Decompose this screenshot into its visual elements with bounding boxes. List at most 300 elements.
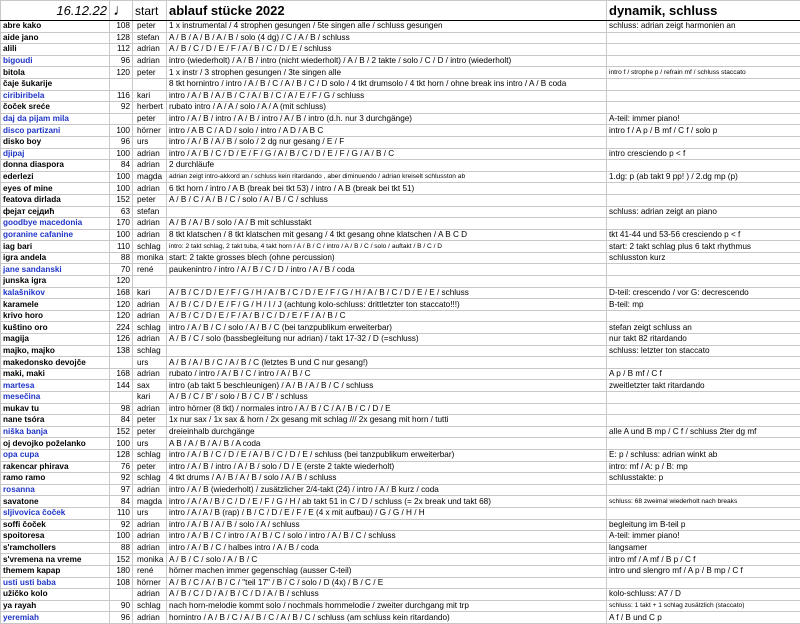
song-name-cell[interactable]: martesa <box>1 380 110 392</box>
start-cell[interactable]: peter <box>133 194 167 206</box>
dynamics-cell[interactable] <box>607 160 800 172</box>
start-cell[interactable]: schlag <box>133 600 167 612</box>
flow-cell[interactable]: adrian zeigt intro-akkord an / schluss kein ritardando , aber diminuendo / adrian kreiselt schlusston ab <box>167 171 607 183</box>
dynamics-cell[interactable]: E: p / schluss: adrian winkt ab <box>607 449 800 461</box>
dynamics-cell[interactable]: intro mf / A mf / B p / C f <box>607 554 800 566</box>
table-row <box>1 392 800 404</box>
start-cell[interactable]: adrian <box>133 531 167 543</box>
start-cell[interactable]: adrian <box>133 542 167 554</box>
song-name-cell[interactable]: s'ramchollers <box>1 542 110 554</box>
song-name-cell[interactable]: mukav tu <box>1 403 110 415</box>
dynamics-cell[interactable] <box>607 264 800 276</box>
dynamics-cell[interactable]: schluss: letzter ton staccato <box>607 345 800 357</box>
table-row <box>1 32 800 44</box>
song-name-cell[interactable]: krivo horo <box>1 310 110 322</box>
flow-cell[interactable] <box>167 276 607 288</box>
tempo-cell[interactable]: 84 <box>110 496 133 508</box>
dynamics-cell[interactable] <box>607 403 800 415</box>
song-name-cell[interactable]: disko boy <box>1 136 110 148</box>
dynamics-cell[interactable] <box>607 357 800 369</box>
sheet-title[interactable]: ablauf stücke 2022 <box>167 1 607 21</box>
song-name-cell[interactable]: aide jano <box>1 32 110 44</box>
table-row <box>1 612 800 624</box>
date-cell[interactable]: 16.12.22 <box>1 1 110 21</box>
dynamics-cell[interactable]: intro cresciendo p < f <box>607 148 800 160</box>
start-cell[interactable]: urs <box>133 438 167 450</box>
dynamics-cell[interactable]: start: 2 takt schlag plus 6 takt rhythmus <box>607 241 800 253</box>
dynamics-cell[interactable]: schlusstakte: p <box>607 473 800 485</box>
start-cell[interactable]: hörner <box>133 577 167 589</box>
start-cell[interactable]: hörner <box>133 125 167 137</box>
flow-cell[interactable]: intro / A / B (wiederholt) / zusätzlicher 2/4-takt (24) / intro / A / B kurz / coda <box>167 484 607 496</box>
tempo-cell[interactable]: 108 <box>110 577 133 589</box>
table-row <box>1 160 800 172</box>
table-row <box>1 183 800 195</box>
start-header[interactable]: start <box>133 1 167 21</box>
tempo-cell[interactable]: 100 <box>110 125 133 137</box>
start-cell[interactable]: herbert <box>133 102 167 114</box>
table-row <box>1 554 800 566</box>
start-cell[interactable]: schlag <box>133 241 167 253</box>
start-cell[interactable]: schlag <box>133 449 167 461</box>
flow-cell[interactable]: intro / A / B / C / D / E / A / B / C / D / E / schluss (bei tanzpublikum erweiterbar) <box>167 449 607 461</box>
dynamics-cell[interactable]: begleitung im B-teil p <box>607 519 800 531</box>
tempo-cell[interactable]: 152 <box>110 554 133 566</box>
dynamics-cell[interactable]: A f / B und C p <box>607 612 800 624</box>
flow-cell[interactable]: A / B / C / A / B / C / "teil 17" / B / C / solo / D (4x) / B / C / E <box>167 577 607 589</box>
flow-cell[interactable]: 4 tkt drums / A / B / A / B / solo / A / B / schluss <box>167 473 607 485</box>
start-cell[interactable]: peter <box>133 67 167 79</box>
dynamics-cell[interactable]: intro f / A p / B mf / C f / solo p <box>607 125 800 137</box>
dynamics-cell[interactable]: zweitletzter takt ritardando <box>607 380 800 392</box>
start-cell[interactable]: schlag <box>133 473 167 485</box>
table-row <box>1 531 800 543</box>
song-name-cell[interactable]: užičko kolo <box>1 589 110 601</box>
start-cell[interactable]: adrian <box>133 148 167 160</box>
song-name-cell[interactable]: čaje šukarije <box>1 78 110 90</box>
dynamics-cell[interactable]: intro: mf / A: p / B: mp <box>607 461 800 473</box>
start-cell[interactable]: stefan <box>133 32 167 44</box>
flow-cell[interactable]: intro / A / B / intro / A / B / solo / D / E (erste 2 takte wiederholt) <box>167 461 607 473</box>
tempo-cell[interactable] <box>110 589 133 601</box>
tempo-cell[interactable] <box>110 78 133 90</box>
flow-cell[interactable]: intro (wiederholt) / A / B / intro (nicht wiederholt) / A / B / 2 takte / solo / C / D / intro (wiederholt) <box>167 55 607 67</box>
tempo-cell[interactable]: 92 <box>110 473 133 485</box>
song-name-cell[interactable]: soffi čoček <box>1 519 110 531</box>
dynamics-cell[interactable]: D-teil: crescendo / vor G: decrescendo <box>607 287 800 299</box>
song-name-cell[interactable]: usti usti baba <box>1 577 110 589</box>
flow-cell[interactable]: intro / A / B / C / intro / A / B / C / solo / intro / A / B / C / schluss <box>167 531 607 543</box>
song-name-cell[interactable]: igra andela <box>1 252 110 264</box>
dynamics-cell[interactable] <box>607 136 800 148</box>
start-cell[interactable]: adrian <box>133 612 167 624</box>
dynamics-cell[interactable] <box>607 90 800 102</box>
table-row <box>1 461 800 473</box>
start-cell[interactable]: adrian <box>133 589 167 601</box>
start-cell[interactable]: adrian <box>133 519 167 531</box>
table-row <box>1 241 800 253</box>
tempo-cell[interactable]: 152 <box>110 194 133 206</box>
song-name-cell[interactable]: ciribiribela <box>1 90 110 102</box>
song-name-cell[interactable]: disco partizani <box>1 125 110 137</box>
song-name-cell[interactable]: bigoudi <box>1 55 110 67</box>
song-name-cell[interactable]: kuštino oro <box>1 322 110 334</box>
dynamics-cell[interactable] <box>607 44 800 56</box>
dynamics-cell[interactable]: stefan zeigt schluss an <box>607 322 800 334</box>
flow-cell[interactable]: hörner machen immer gegenschlag (ausser C-teil) <box>167 565 607 577</box>
dynamics-cell[interactable]: tkt 41-44 und 53-56 cresciendo p < f <box>607 229 800 241</box>
start-cell[interactable]: kari <box>133 90 167 102</box>
tempo-cell[interactable] <box>110 357 133 369</box>
dynamics-cell[interactable]: langsamer <box>607 542 800 554</box>
flow-cell[interactable]: A / B / C / B' / solo / B / C / B' / schluss <box>167 392 607 404</box>
quarter-note-icon[interactable]: ♩ <box>110 1 133 21</box>
song-name-cell[interactable]: yeremiah <box>1 612 110 624</box>
tempo-cell[interactable]: 92 <box>110 102 133 114</box>
start-cell[interactable]: monika <box>133 252 167 264</box>
table-row <box>1 113 800 125</box>
song-name-cell[interactable]: themem kapap <box>1 565 110 577</box>
start-cell[interactable]: urs <box>133 136 167 148</box>
tempo-cell[interactable]: 63 <box>110 206 133 218</box>
flow-cell[interactable]: 8 tkt klatschen / 8 tkt klatschen mit gesang / 4 tkt gesang ohne klatschen / A B C D <box>167 229 607 241</box>
flow-cell[interactable] <box>167 345 607 357</box>
start-cell[interactable]: schlag <box>133 322 167 334</box>
song-name-cell[interactable]: abre kako <box>1 21 110 33</box>
flow-cell[interactable]: nach horn-melodie kommt solo / nochmals hornmelodie / zweiter durchgang mit trp <box>167 600 607 612</box>
flow-cell[interactable]: rubato / intro / A / B / C / intro / A / B / C <box>167 368 607 380</box>
dynamics-cell[interactable]: kolo-schluss: A7 / D <box>607 589 800 601</box>
song-name-cell[interactable]: karamele <box>1 299 110 311</box>
table-row <box>1 589 800 601</box>
dynamics-cell[interactable] <box>607 183 800 195</box>
table-row <box>1 21 800 33</box>
start-cell[interactable]: adrian <box>133 299 167 311</box>
flow-cell[interactable]: intro / A B C / A D / solo / intro / A D / A B C <box>167 125 607 137</box>
flow-cell[interactable]: A / B / C / solo / A / B / C <box>167 554 607 566</box>
song-name-cell[interactable]: daj da pijam mila <box>1 113 110 125</box>
table-row <box>1 78 800 90</box>
song-name-cell[interactable]: maki, maki <box>1 368 110 380</box>
start-cell[interactable] <box>133 276 167 288</box>
song-name-cell[interactable]: niška banja <box>1 426 110 438</box>
song-name-cell[interactable]: rakencar phirava <box>1 461 110 473</box>
start-cell[interactable]: adrian <box>133 229 167 241</box>
table-row <box>1 449 800 461</box>
tempo-cell[interactable]: 116 <box>110 90 133 102</box>
song-name-cell[interactable]: ya rayah <box>1 600 110 612</box>
dynamics-cell[interactable]: schlusston kurz <box>607 252 800 264</box>
start-cell[interactable]: adrian <box>133 310 167 322</box>
flow-cell[interactable]: intro / A / A / B / C / D / E / F / G / H / ab takt 51 in C / D / schluss (= 2x break und takt 68) <box>167 496 607 508</box>
dynamics-cell[interactable]: A p / B mf / C f <box>607 368 800 380</box>
tempo-cell[interactable] <box>110 392 133 404</box>
tempo-cell[interactable] <box>110 113 133 125</box>
start-cell[interactable]: peter <box>133 21 167 33</box>
song-name-cell[interactable]: featova dirlada <box>1 194 110 206</box>
tempo-cell[interactable]: 180 <box>110 565 133 577</box>
flow-cell[interactable]: intro: 2 takt schlag, 2 takt tuba, 4 takt horn / A / B / C / intro / A / B / C / solo / auftakt / B / C / D <box>167 241 607 253</box>
flow-cell[interactable]: hornintro / A / B / C / A / B / C / A / B / C / schluss (am schluss kein ritardando) <box>167 612 607 624</box>
tempo-cell[interactable]: 168 <box>110 287 133 299</box>
tempo-cell[interactable]: 108 <box>110 21 133 33</box>
song-name-cell[interactable]: spoitoresa <box>1 531 110 543</box>
start-cell[interactable]: adrian <box>133 403 167 415</box>
tempo-cell[interactable]: 120 <box>110 310 133 322</box>
tempo-cell[interactable]: 100 <box>110 148 133 160</box>
start-cell[interactable]: adrian <box>133 44 167 56</box>
start-cell[interactable]: urs <box>133 357 167 369</box>
tempo-cell[interactable]: 152 <box>110 426 133 438</box>
tempo-cell[interactable]: 120 <box>110 276 133 288</box>
flow-cell[interactable] <box>167 206 607 218</box>
table-row <box>1 368 800 380</box>
tempo-cell[interactable]: 128 <box>110 32 133 44</box>
tempo-cell[interactable]: 97 <box>110 484 133 496</box>
song-name-cell[interactable]: sljivovica čoček <box>1 507 110 519</box>
flow-cell[interactable]: 6 tkt horn / intro / A B (break bei tkt 53) / intro / A B (break bei tkt 51) <box>167 183 607 195</box>
song-name-cell[interactable]: rosanna <box>1 484 110 496</box>
dynamics-cell[interactable]: schluss: adrian zeigt harmonien an <box>607 21 800 33</box>
table-row <box>1 287 800 299</box>
start-cell[interactable]: kari <box>133 392 167 404</box>
start-cell[interactable]: stefan <box>133 206 167 218</box>
flow-cell[interactable]: A / B / C / D / E / F / A / B / C / D / E / F / A / B / C <box>167 310 607 322</box>
dynamics-cell[interactable] <box>607 218 800 230</box>
song-name-cell[interactable]: djipaj <box>1 148 110 160</box>
tempo-cell[interactable]: 92 <box>110 519 133 531</box>
tempo-cell[interactable]: 128 <box>110 449 133 461</box>
start-cell[interactable]: magda <box>133 496 167 508</box>
tempo-cell[interactable]: 138 <box>110 345 133 357</box>
header-row <box>1 1 800 21</box>
dynamics-cell[interactable] <box>607 78 800 90</box>
tempo-cell[interactable]: 120 <box>110 67 133 79</box>
table-row <box>1 136 800 148</box>
table-row <box>1 484 800 496</box>
song-name-cell[interactable]: savatone <box>1 496 110 508</box>
flow-cell[interactable]: intro (ab takt 5 beschleunigen) / A / B / A / B / C / schluss <box>167 380 607 392</box>
tempo-cell[interactable]: 96 <box>110 612 133 624</box>
dynamics-cell[interactable]: nur takt 82 ritardando <box>607 334 800 346</box>
dynamics-cell[interactable] <box>607 415 800 427</box>
start-cell[interactable]: adrian <box>133 160 167 172</box>
flow-cell[interactable]: A / B / A / B / A / B / solo (4 dg) / C / A / B / schluss <box>167 32 607 44</box>
tempo-cell[interactable]: 112 <box>110 44 133 56</box>
flow-cell[interactable]: A / B / C / solo (bassbegleitung nur adrian) / takt 17-32 / D (=schluss) <box>167 334 607 346</box>
table-row <box>1 264 800 276</box>
start-cell[interactable]: peter <box>133 415 167 427</box>
table-row <box>1 577 800 589</box>
flow-cell[interactable]: A / B / A / B / solo / A / B mit schlusstakt <box>167 218 607 230</box>
table-row <box>1 148 800 160</box>
tempo-cell[interactable]: 96 <box>110 136 133 148</box>
flow-cell[interactable]: start: 2 takte grosses blech (ohne percussion) <box>167 252 607 264</box>
start-cell[interactable]: sax <box>133 380 167 392</box>
table-row <box>1 565 800 577</box>
start-cell[interactable]: adrian <box>133 218 167 230</box>
song-name-cell[interactable]: čoček sreće <box>1 102 110 114</box>
tempo-cell[interactable]: 84 <box>110 160 133 172</box>
dynamics-cell[interactable] <box>607 194 800 206</box>
dynamics-cell[interactable]: schluss: 1 takt + 1 schlag zusätzlich (staccato) <box>607 600 800 612</box>
start-cell[interactable]: magda <box>133 171 167 183</box>
flow-cell[interactable]: intro / A / B / A / B / solo / 2 dg nur gesang / E / F <box>167 136 607 148</box>
start-cell[interactable]: adrian <box>133 334 167 346</box>
tempo-cell[interactable]: 110 <box>110 241 133 253</box>
tempo-cell[interactable]: 144 <box>110 380 133 392</box>
tempo-cell[interactable]: 96 <box>110 55 133 67</box>
tempo-cell[interactable]: 100 <box>110 229 133 241</box>
start-cell[interactable]: adrian <box>133 484 167 496</box>
song-name-cell[interactable]: s'vremena na vreme <box>1 554 110 566</box>
start-cell[interactable]: peter <box>133 461 167 473</box>
tempo-cell[interactable]: 98 <box>110 403 133 415</box>
song-name-cell[interactable]: goranine cafanine <box>1 229 110 241</box>
table-row <box>1 345 800 357</box>
flow-cell[interactable]: A B / A / B / A / B / A coda <box>167 438 607 450</box>
dynamics-cell[interactable] <box>607 102 800 114</box>
tempo-cell[interactable]: 126 <box>110 334 133 346</box>
dynamics-cell[interactable]: schluss: 68 zweimal wiederholt nach breaks <box>607 496 800 508</box>
start-cell[interactable]: schlag <box>133 345 167 357</box>
flow-cell[interactable]: A / B / C / A / B / C / solo / A / B / C / schluss <box>167 194 607 206</box>
flow-cell[interactable]: intro / A / A / B (rap) / B / C / D / E / F / E (4 x mit aufbau) / G / G / H / H <box>167 507 607 519</box>
tempo-cell[interactable]: 120 <box>110 299 133 311</box>
song-name-cell[interactable]: ramo ramo <box>1 473 110 485</box>
tempo-cell[interactable]: 100 <box>110 171 133 183</box>
flow-cell[interactable]: intro / A / B / C / D / E / F / G / A / B / C / D / E / F / G / A / B / C <box>167 148 607 160</box>
flow-cell[interactable]: A / B / A / B / C / A / B / C (letztes B und C nur gesang!) <box>167 357 607 369</box>
tempo-cell[interactable]: 84 <box>110 415 133 427</box>
song-name-cell[interactable]: iag bari <box>1 241 110 253</box>
flow-cell[interactable]: 1x nur sax / 1x sax & horn / 2x gesang mit schlag /// 2x gesang mit horn / tutti <box>167 415 607 427</box>
tempo-cell[interactable]: 90 <box>110 600 133 612</box>
flow-cell[interactable]: intro / A / B / C / solo / A / B / C (bei tanzpublikum erweiterbar) <box>167 322 607 334</box>
song-name-cell[interactable]: nane tsóra <box>1 415 110 427</box>
start-cell[interactable]: rené <box>133 565 167 577</box>
tempo-cell[interactable]: 100 <box>110 438 133 450</box>
start-cell[interactable]: rené <box>133 264 167 276</box>
dynamics-cell[interactable] <box>607 577 800 589</box>
song-name-cell[interactable]: kalašnikov <box>1 287 110 299</box>
song-name-cell[interactable]: junska igra <box>1 276 110 288</box>
start-cell[interactable]: monika <box>133 554 167 566</box>
flow-cell[interactable]: intro / A / B / intro / A / B / intro / A / B / intro (d.h. nur 3 durchgänge) <box>167 113 607 125</box>
start-cell[interactable]: peter <box>133 113 167 125</box>
song-name-cell[interactable]: феjaт сејдиħ <box>1 206 110 218</box>
flow-cell[interactable]: intro / A / B / A / B / C / A / B / C / A / E / F / G / schluss <box>167 90 607 102</box>
start-cell[interactable]: peter <box>133 426 167 438</box>
flow-cell[interactable]: paukenintro / intro / A / B / C / D / intro / A / B / coda <box>167 264 607 276</box>
start-cell[interactable]: adrian <box>133 368 167 380</box>
table-row <box>1 438 800 450</box>
song-name-cell[interactable]: majko, majko <box>1 345 110 357</box>
flow-cell[interactable]: 8 tkt hornintro / intro / A / B / C / A / B / C / D solo / 4 tkt drumsolo / 4 tkt horn / ohne break ins intro / A / B coda <box>167 78 607 90</box>
song-name-cell[interactable]: mesečina <box>1 392 110 404</box>
table-row <box>1 276 800 288</box>
dynamics-cell[interactable] <box>607 55 800 67</box>
song-name-cell[interactable]: magija <box>1 334 110 346</box>
dynamics-cell[interactable]: B-teil: mp <box>607 299 800 311</box>
tempo-cell[interactable]: 76 <box>110 461 133 473</box>
table-row <box>1 218 800 230</box>
dynamics-cell[interactable] <box>607 484 800 496</box>
flow-cell[interactable]: intro / A / B / C / halbes intro / A / B / coda <box>167 542 607 554</box>
dynamics-cell[interactable] <box>607 310 800 322</box>
song-name-cell[interactable]: donna diaspora <box>1 160 110 172</box>
song-name-cell[interactable]: jane sandanski <box>1 264 110 276</box>
song-name-cell[interactable]: makedonsko devojče <box>1 357 110 369</box>
flow-cell[interactable]: intro hörner (8 tkt) / normales intro / A / B / C / A / B / C / D / E <box>167 403 607 415</box>
flow-cell[interactable]: 1 x instr / 3 strophen gesungen / 3te singen alle <box>167 67 607 79</box>
dynamics-cell[interactable] <box>607 32 800 44</box>
tempo-cell[interactable]: 110 <box>110 507 133 519</box>
flow-cell[interactable]: 2 durchläufe <box>167 160 607 172</box>
start-cell[interactable]: urs <box>133 507 167 519</box>
flow-cell[interactable]: A / B / C / D / E / F / G / H / I / J (achtung kolo-schluss: drittletzter ton staccato!!!) <box>167 299 607 311</box>
song-name-cell[interactable]: ederlezi <box>1 171 110 183</box>
dynamics-header[interactable]: dynamik, schluss <box>607 1 800 21</box>
table-row <box>1 519 800 531</box>
table-row <box>1 473 800 485</box>
tempo-cell[interactable]: 100 <box>110 531 133 543</box>
dynamics-cell[interactable]: A-teil: immer piano! <box>607 113 800 125</box>
dynamics-cell[interactable]: 1.dg: p (ab takt 9 pp! ) / 2.dg mp (p) <box>607 171 800 183</box>
flow-cell[interactable]: 1 x instrumental / 4 strophen gesungen / 5te singen alle / schluss gesungen <box>167 21 607 33</box>
flow-cell[interactable]: A / B / C / D / E / F / G / H / A / B / C / D / E / F / G / H / A / B / C / D / E / E / schluss <box>167 287 607 299</box>
table-row <box>1 90 800 102</box>
dynamics-cell[interactable]: intro f / strophe p / refrain mf / schluss staccato <box>607 67 800 79</box>
dynamics-cell[interactable]: schluss: adrian zeigt an piano <box>607 206 800 218</box>
table-row <box>1 357 800 369</box>
tempo-cell[interactable]: 224 <box>110 322 133 334</box>
dynamics-cell[interactable] <box>607 276 800 288</box>
table-row <box>1 426 800 438</box>
start-cell[interactable]: kari <box>133 287 167 299</box>
start-cell[interactable]: adrian <box>133 55 167 67</box>
tempo-cell[interactable]: 88 <box>110 542 133 554</box>
tempo-cell[interactable]: 70 <box>110 264 133 276</box>
dynamics-cell[interactable]: alle A und B mp / C f / schluss 2ter dg mf <box>607 426 800 438</box>
flow-cell[interactable]: A / B / C / D / E / F / A / B / C / D / E / schluss <box>167 44 607 56</box>
start-cell[interactable] <box>133 78 167 90</box>
start-cell[interactable]: adrian <box>133 183 167 195</box>
dynamics-cell[interactable] <box>607 507 800 519</box>
table-row <box>1 299 800 311</box>
tempo-cell[interactable]: 100 <box>110 183 133 195</box>
flow-cell[interactable]: dreieinhalb durchgänge <box>167 426 607 438</box>
flow-cell[interactable]: rubato intro / A / A / solo / A / A (mit schluss) <box>167 102 607 114</box>
song-name-cell[interactable]: alili <box>1 44 110 56</box>
song-name-cell[interactable]: opa cupa <box>1 449 110 461</box>
tempo-cell[interactable]: 168 <box>110 368 133 380</box>
song-name-cell[interactable]: bitola <box>1 67 110 79</box>
song-name-cell[interactable]: goodbye macedonia <box>1 218 110 230</box>
flow-cell[interactable]: intro / A / B / A / B / solo / A / schluss <box>167 519 607 531</box>
flow-cell[interactable]: A / B / C / D / A / B / C / D / A / B / schluss <box>167 589 607 601</box>
table-row <box>1 322 800 334</box>
dynamics-cell[interactable] <box>607 392 800 404</box>
dynamics-cell[interactable]: intro und slengro mf / A p / B mp / C f <box>607 565 800 577</box>
song-name-cell[interactable]: eyes of mine <box>1 183 110 195</box>
dynamics-cell[interactable]: A-teil: immer piano! <box>607 531 800 543</box>
tempo-cell[interactable]: 170 <box>110 218 133 230</box>
table-row <box>1 415 800 427</box>
tempo-cell[interactable]: 88 <box>110 252 133 264</box>
dynamics-cell[interactable] <box>607 438 800 450</box>
song-name-cell[interactable]: oj devojko poželanko <box>1 438 110 450</box>
